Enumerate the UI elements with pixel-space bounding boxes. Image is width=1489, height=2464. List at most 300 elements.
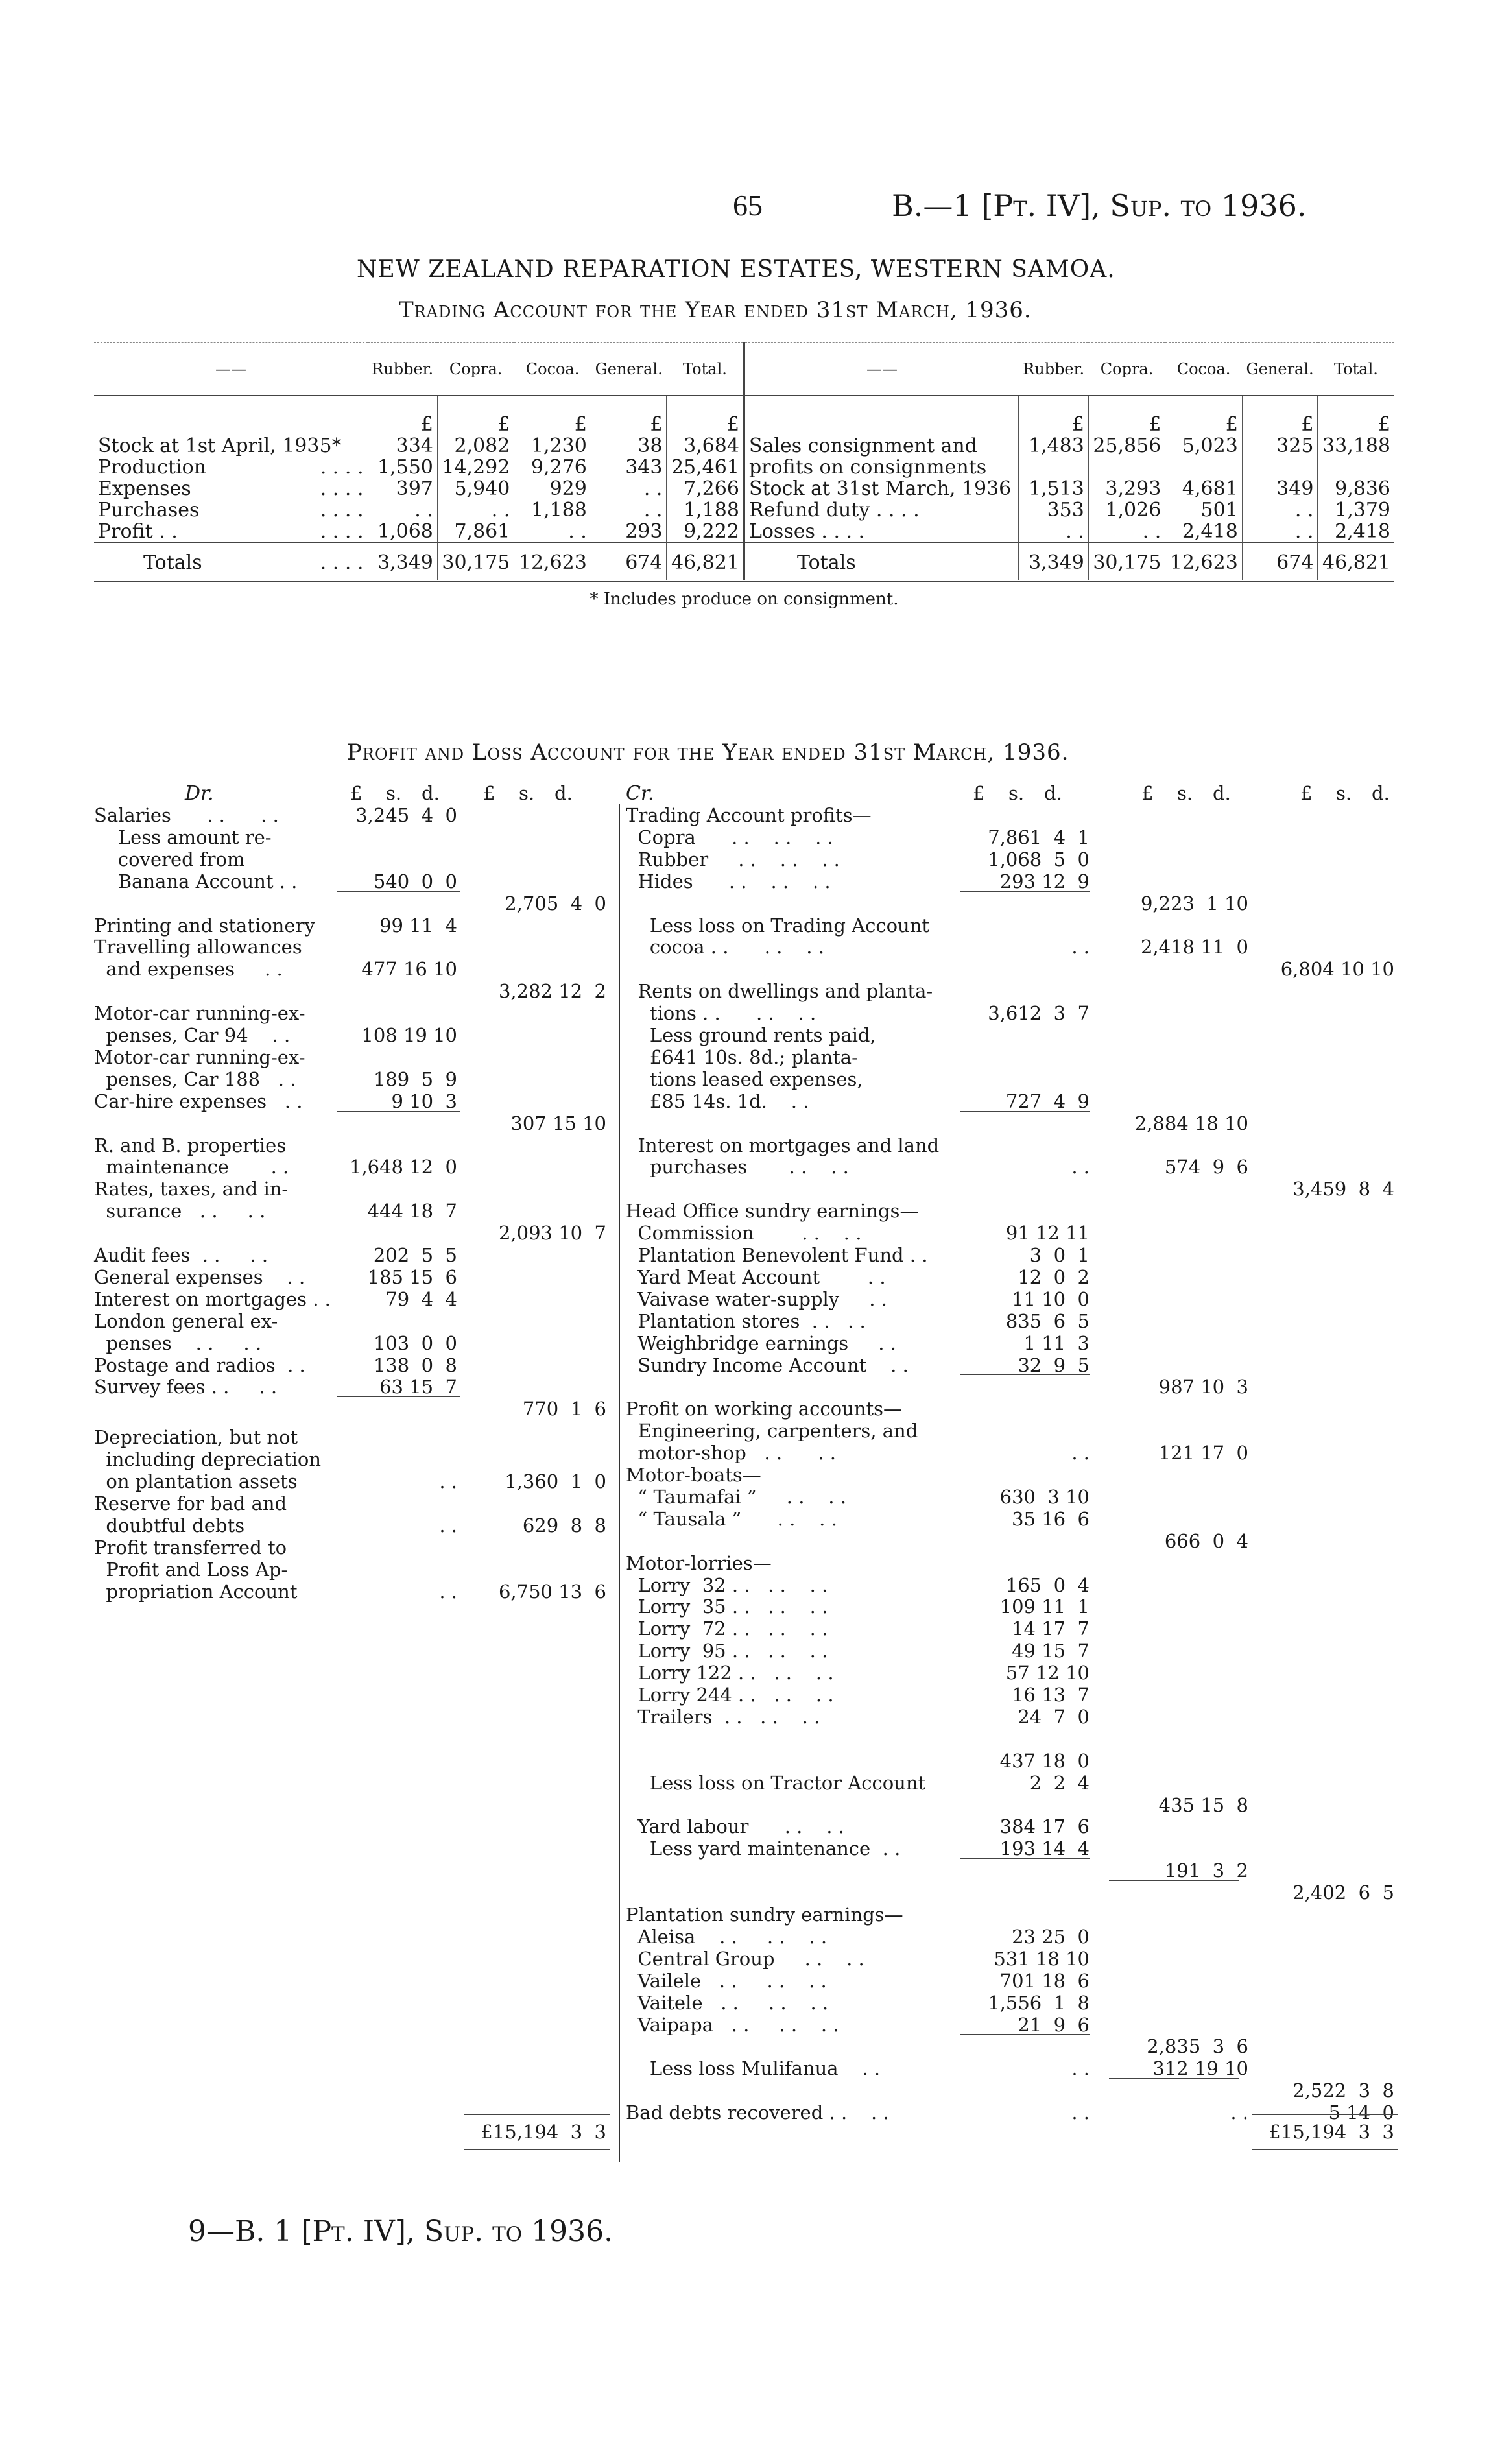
total-cell: 30,175 [437, 543, 514, 581]
trading-left-blank-header: —— [94, 343, 368, 396]
total-cell: 3,349 [1019, 543, 1088, 581]
cr-subtotal-amount: 2,884 18 10 [1134, 1112, 1248, 1134]
dr-item-label: R. and B. properties [94, 1134, 287, 1156]
cr-item-amount: . . [1071, 2057, 1090, 2080]
value-cell [1165, 457, 1242, 478]
unit-cell: £ [514, 396, 591, 436]
dr-item-amount: 444 18 7 [367, 1200, 457, 1223]
value-cell: 353 [1019, 499, 1088, 521]
total-cell: 30,175 [1088, 543, 1165, 581]
pl-right-col-c-shilling: s. [1336, 782, 1352, 804]
cr-item-amount: 2 2 4 [1029, 1771, 1090, 1794]
dr-item-label: Banana Account . . [94, 870, 298, 892]
col-general-right: General. [1242, 343, 1318, 396]
cr-item-label: Less ground rents paid, [626, 1024, 876, 1046]
pl-right-col-c-pence: d. [1372, 782, 1390, 804]
cr-item-amount: 1 11 3 [1023, 1332, 1090, 1354]
cr-item-label: Bad debts recovered . . . . [626, 2101, 889, 2124]
left-total-rule-top [464, 2114, 610, 2115]
pl-right-col-b-pound: £ [1141, 782, 1154, 804]
dr-item-label: General expenses . . [94, 1265, 305, 1288]
unit-cell: £ [368, 396, 437, 436]
row-label-text: Stock at 1st April, 1935* [98, 435, 342, 457]
cr-item-label: Hides . . . . . . [626, 870, 831, 892]
dr-item-label: Printing and stationery [94, 914, 315, 937]
value-cell: 3,684 [667, 435, 744, 457]
value-cell: 1,188 [514, 499, 591, 521]
dr-item-amount: 189 5 9 [373, 1068, 457, 1090]
dr-item-label: surance . . . . [94, 1200, 266, 1223]
cr-item-label: Motor-boats— [626, 1464, 761, 1486]
dr-subtotal-amount: 307 15 10 [510, 1112, 606, 1134]
row-label-left [94, 478, 368, 499]
cr-item-amount: 727 4 9 [1005, 1090, 1090, 1112]
cr-item-amount: 384 17 6 [999, 1815, 1090, 1838]
cr-item-label: Lorry 95 . . . . . . [626, 1640, 828, 1662]
cr-item-label: Motor-lorries— [626, 1551, 772, 1574]
row-leader-dots: . . . . [320, 477, 364, 500]
subtotal-rule [960, 2034, 1090, 2035]
col-total-right: Total. [1318, 343, 1394, 396]
totals-row [94, 543, 1394, 581]
cr-item-label: Yard labour . . . . [626, 1815, 844, 1838]
dr-item-amount: 138 0 8 [373, 1354, 457, 1376]
cr-item-label: Plantation sundry earnings— [626, 1904, 903, 1926]
dr-item-amount: 108 19 10 [361, 1024, 457, 1046]
cr-item-label: Yard Meat Account . . [626, 1265, 886, 1288]
dr-item-amount: 477 16 10 [361, 958, 457, 981]
value-cell: . . [1242, 499, 1318, 521]
pl-left-col-b-shilling: s. [519, 782, 535, 804]
dr-item-label: penses . . . . [94, 1332, 262, 1354]
trading-subtitle: Trading Account for the Year ended 31st March, 1936. [399, 297, 1032, 323]
cr-item-amount: 57 12 10 [1005, 1662, 1090, 1684]
dr-item-amount: 202 5 5 [373, 1244, 457, 1266]
pl-center-divider [619, 804, 621, 2162]
dr-item-label: penses, Car 94 . . [94, 1024, 291, 1046]
cr-item-amount: 531 18 10 [994, 1947, 1090, 1970]
cr-item-label: Commission . . . . [626, 1222, 862, 1245]
value-cell: 9,222 [667, 521, 744, 543]
dr-item-label: Motor-car running-ex- [94, 1002, 305, 1025]
table-row [94, 457, 1394, 478]
value-cell [1242, 457, 1318, 478]
cr-item-amount: 1,068 5 0 [988, 848, 1090, 870]
pl-right-col-b-pence: d. [1213, 782, 1231, 804]
value-cell: . . [1088, 521, 1165, 543]
cr-subtotal-amount: 666 0 4 [1164, 1529, 1248, 1552]
value-cell: 349 [1242, 478, 1318, 499]
col-copra-left: Copra. [437, 343, 514, 396]
unit-cell: £ [591, 396, 667, 436]
value-cell: 9,836 [1318, 478, 1394, 499]
cr-item-label: Trading Account profits— [626, 804, 872, 826]
col-rubber-right: Rubber. [1019, 343, 1088, 396]
dr-item-label: covered from [94, 848, 245, 870]
subtotal-rule [960, 1858, 1090, 1859]
row-label-left [94, 521, 368, 543]
cr-item-amount: 1,556 1 8 [988, 1991, 1090, 2014]
cr-item-label: Less loss Mulifanua . . [626, 2057, 881, 2080]
dr-item-amount: . . [439, 1514, 457, 1537]
cr-item-label: cocoa . . . . . . [626, 936, 824, 959]
cr-item-label: Lorry 244 . . . . . . [626, 1684, 834, 1706]
dr-item-label: Survey fees . . . . [94, 1376, 278, 1398]
cr-item-amount: 49 15 7 [1012, 1640, 1090, 1662]
dr-item-label: including depreciation [94, 1448, 322, 1471]
row-leader-dots: . . . . [320, 456, 364, 479]
cr-item-label: Aleisa . . . . . . [626, 1925, 828, 1948]
cr-item-label: Weighbridge earnings . . [626, 1332, 896, 1354]
unit-cell: £ [1318, 396, 1394, 436]
cr-item-label: Vailele . . . . . . [626, 1969, 827, 1992]
value-cell: 2,418 [1165, 521, 1242, 543]
cr-item-amount: 32 9 5 [1018, 1354, 1090, 1376]
cr-subtotal-amount: . . [1230, 2101, 1248, 2124]
value-cell: 1,513 [1019, 478, 1088, 499]
dr-item-label: Rates, taxes, and in- [94, 1178, 289, 1201]
total-cell: 46,821 [667, 543, 744, 581]
cr-item-label: £85 14s. 1d. . . [626, 1090, 809, 1112]
value-cell: 1,550 [368, 457, 437, 478]
dr-item-amount: 79 4 4 [385, 1287, 457, 1310]
value-cell: 325 [1242, 435, 1318, 457]
value-cell: 1,230 [514, 435, 591, 457]
value-cell: . . [514, 521, 591, 543]
dr-grand-total: £15,194 3 3 [481, 2121, 606, 2143]
cr-item-label: Copra . . . . . . [626, 826, 833, 848]
dr-item-amount: 540 0 0 [373, 870, 457, 892]
unit-cell: £ [1242, 396, 1318, 436]
cr-item-amount: 21 9 6 [1018, 2013, 1090, 2036]
trading-right-blank-header: —— [744, 343, 1019, 396]
cr-item-amount: . . [1071, 936, 1090, 959]
dr-item-label: propriation Account [94, 1580, 298, 1603]
cr-item-amount: 165 0 4 [1005, 1573, 1090, 1596]
table-row [94, 478, 1394, 499]
row-label-left [94, 435, 368, 457]
dr-item-label: Travelling allowances [94, 936, 302, 959]
totals-label-right: Totals [744, 543, 1019, 581]
row-leader-dots: . . . . [320, 551, 364, 574]
subtotal-rule [337, 1111, 460, 1112]
row-leader-dots: . . . . [320, 499, 364, 521]
cr-item-label: Sundry Income Account . . [626, 1354, 909, 1376]
unit-blank-left [94, 396, 368, 436]
cr-item-amount: . . [1071, 1442, 1090, 1465]
cr-item-amount: . . [1071, 1156, 1090, 1178]
col-copra-right: Copra. [1088, 343, 1165, 396]
cr-item-label: purchases . . . . [626, 1156, 849, 1178]
totals-label-left [94, 543, 368, 581]
cr-subtotal-amount: 2,835 3 6 [1147, 2035, 1248, 2058]
value-cell [1318, 457, 1394, 478]
cr-item-label: Less loss on Tractor Account [626, 1771, 926, 1794]
value-cell: 9,276 [514, 457, 591, 478]
cr-item-amount: 3,612 3 7 [988, 1002, 1090, 1025]
cr-item-amount: 23 25 0 [1012, 1925, 1090, 1948]
dr-item-amount: 1,648 12 0 [349, 1156, 457, 1178]
cr-item-label: Interest on mortgages and land [626, 1134, 940, 1156]
cr-item-label: Rents on dwellings and planta- [626, 980, 933, 1003]
cr-item-label: Vaivase water-supply . . [626, 1287, 887, 1310]
dr-item-label: Motor-car running-ex- [94, 1046, 305, 1068]
dr-item-amount: 103 0 0 [373, 1332, 457, 1354]
cr-item-amount: 3 0 1 [1029, 1244, 1090, 1266]
row-label-right: Refund duty . . . . [744, 499, 1019, 521]
row-leader-dots: . . . . [320, 520, 364, 543]
left-total-rule-bottom [464, 2147, 610, 2150]
dr-item-label: London general ex- [94, 1310, 278, 1332]
value-cell: 33,188 [1318, 435, 1394, 457]
dr-subtotal-amount: 6,750 13 6 [498, 1580, 606, 1603]
subtotal-rule [337, 891, 460, 892]
total-cell: 46,821 [1318, 543, 1394, 581]
col-total-left: Total. [667, 343, 744, 396]
cr-item-label: Rubber . . . . . . [626, 848, 840, 870]
value-cell: 25,461 [667, 457, 744, 478]
cr-item-label: Vaipapa . . . . . . [626, 2013, 839, 2036]
cr-section-total: 6,804 10 10 [1280, 958, 1394, 981]
cr-section-total: 2,522 3 8 [1292, 2079, 1394, 2102]
cr-subtotal-amount: 9,223 1 10 [1140, 892, 1248, 915]
dr-item-amount: . . [439, 1470, 457, 1492]
cr-item-amount: 14 17 7 [1012, 1618, 1090, 1640]
dr-item-label: doubtful debts [94, 1514, 245, 1537]
cr-item-amount: 35 16 6 [1012, 1507, 1090, 1530]
cr-item-label: Central Group . . . . [626, 1947, 864, 1970]
value-cell: 7,861 [437, 521, 514, 543]
page-number: 65 [733, 189, 763, 222]
row-label-right: profits on consignments [744, 457, 1019, 478]
cr-item-label: Plantation Benevolent Fund . . [626, 1244, 928, 1266]
cr-item-label: Vaitele . . . . . . [626, 1991, 829, 2014]
subtotal-rule [1109, 2078, 1239, 2079]
value-cell: 38 [591, 435, 667, 457]
cr-item-label: Trailers . . . . . . [626, 1705, 820, 1728]
subtotal-rule [960, 1111, 1090, 1112]
table-row [94, 499, 1394, 521]
cr-subtotal-amount: 191 3 2 [1164, 1860, 1248, 1882]
cr-item-amount: 193 14 4 [999, 1837, 1090, 1860]
pl-right-col-b-shilling: s. [1177, 782, 1193, 804]
value-cell: 25,856 [1088, 435, 1165, 457]
dr-item-amount: . . [439, 1580, 457, 1603]
cr-item-label: Lorry 72 . . . . . . [626, 1618, 828, 1640]
value-cell: 397 [368, 478, 437, 499]
dr-item-label: on plantation assets [94, 1470, 298, 1492]
dr-item-amount: 99 11 4 [379, 914, 457, 937]
cr-subtotal-amount: 574 9 6 [1164, 1156, 1248, 1178]
subtotal-rule [960, 1374, 1090, 1375]
cr-item-amount: 24 7 0 [1018, 1705, 1090, 1728]
cr-item-label: “ Tausala ” . . . . [626, 1507, 837, 1530]
dr-subtotal-amount: 629 8 8 [522, 1514, 606, 1537]
dr-subtotal-amount: 2,705 4 0 [505, 892, 606, 915]
value-cell: 929 [514, 478, 591, 499]
row-label-right: Sales consignment and [744, 435, 1019, 457]
cr-item-label: Lorry 122 . . . . . . [626, 1662, 834, 1684]
value-cell: 7,266 [667, 478, 744, 499]
total-cell: 12,623 [1165, 543, 1242, 581]
dr-label: Dr. [185, 782, 214, 805]
dr-item-label: Depreciation, but not [94, 1426, 298, 1449]
cr-item-amount: 7,861 4 1 [988, 826, 1090, 848]
value-cell: 334 [368, 435, 437, 457]
subtotal-rule [1109, 1880, 1239, 1881]
value-cell [1019, 457, 1088, 478]
unit-blank-right [744, 396, 1019, 436]
dr-item-label: Less amount re- [94, 826, 272, 848]
dr-subtotal-amount: 3,282 12 2 [498, 980, 606, 1003]
value-cell: 1,188 [667, 499, 744, 521]
value-cell: 1,483 [1019, 435, 1088, 457]
value-cell: . . [437, 499, 514, 521]
col-cocoa-right: Cocoa. [1165, 343, 1242, 396]
dr-item-label: penses, Car 188 . . [94, 1068, 296, 1090]
total-cell: 12,623 [514, 543, 591, 581]
cr-item-amount: 16 13 7 [1012, 1684, 1090, 1706]
col-rubber-left: Rubber. [368, 343, 437, 396]
value-cell: 14,292 [437, 457, 514, 478]
value-cell: 2,082 [437, 435, 514, 457]
cr-item-label: Lorry 35 . . . . . . [626, 1596, 828, 1618]
value-cell: 3,293 [1088, 478, 1165, 499]
row-label-right: Stock at 31st March, 1936 [744, 478, 1019, 499]
value-cell: . . [591, 499, 667, 521]
cr-label: Cr. [626, 782, 654, 805]
cr-item-amount: 109 11 1 [999, 1596, 1090, 1618]
cr-subtotal-amount: 121 17 0 [1158, 1442, 1248, 1465]
unit-cell: £ [1019, 396, 1088, 436]
pl-left-col-a-pence: d. [422, 782, 440, 804]
dr-subtotal-amount: 770 1 6 [522, 1398, 606, 1420]
pl-left-col-a-pound: £ [350, 782, 363, 804]
value-cell: 343 [591, 457, 667, 478]
trading-account-table [94, 342, 1394, 609]
cr-item-label: “ Taumafai ” . . . . [626, 1485, 846, 1508]
value-cell: . . [1019, 521, 1088, 543]
col-general-left: General. [591, 343, 667, 396]
cr-item-amount: 91 12 11 [1005, 1222, 1090, 1245]
dr-item-label: and expenses . . [94, 958, 283, 981]
pl-left-col-a-shilling: s. [386, 782, 402, 804]
cr-item-amount: 11 10 0 [1012, 1287, 1090, 1310]
right-total-rule-top [1252, 2114, 1398, 2115]
trading-unit-row [94, 396, 1394, 436]
subtotal-rule [337, 1396, 460, 1397]
cr-subtotal-amount: 987 10 3 [1158, 1376, 1248, 1398]
value-cell: 501 [1165, 499, 1242, 521]
cr-item-label: Profit on working accounts— [626, 1398, 902, 1420]
pl-right-col-a-shilling: s. [1008, 782, 1025, 804]
dr-item-amount: 63 15 7 [379, 1376, 457, 1398]
cr-item-label: Less yard maintenance . . [626, 1837, 901, 1860]
cr-item-label: Lorry 32 . . . . . . [626, 1573, 828, 1596]
unit-cell: £ [1165, 396, 1242, 436]
value-cell: . . [368, 499, 437, 521]
cr-item-amount: 701 18 6 [999, 1969, 1090, 1992]
cr-item-label: £641 10s. 8d.; planta- [626, 1046, 858, 1068]
unit-cell: £ [667, 396, 744, 436]
table-row [94, 435, 1394, 457]
cr-section-total: 3,459 8 4 [1292, 1178, 1394, 1201]
value-cell [1088, 457, 1165, 478]
total-cell: 3,349 [368, 543, 437, 581]
dr-item-label: Reserve for bad and [94, 1492, 287, 1514]
total-cell: 674 [591, 543, 667, 581]
value-cell: 5,023 [1165, 435, 1242, 457]
dr-item-label: Salaries . . . . [94, 804, 279, 826]
row-label-text: Purchases [98, 499, 200, 521]
cr-item-amount: 12 0 2 [1018, 1265, 1090, 1288]
cr-item-label: tions . . . . . . [626, 1002, 816, 1025]
trading-footnote: * Includes produce on consignment. [590, 590, 899, 609]
pl-right-col-a-pence: d. [1044, 782, 1062, 804]
dr-item-label: Profit and Loss Ap- [94, 1558, 288, 1581]
dr-item-label: maintenance . . [94, 1156, 289, 1178]
dr-item-amount: 3,245 4 0 [355, 804, 457, 826]
cr-subtotal-amount: 2,418 11 0 [1140, 936, 1248, 959]
total-cell: 674 [1242, 543, 1318, 581]
row-label-text: Expenses [98, 477, 191, 500]
value-cell: . . [591, 478, 667, 499]
row-label-left [94, 457, 368, 478]
value-cell: 2,418 [1318, 521, 1394, 543]
value-cell: 1,379 [1318, 499, 1394, 521]
row-label-text: Profit . . [98, 520, 178, 543]
cr-item-amount: 293 12 9 [999, 870, 1090, 892]
right-total-rule-bottom [1252, 2147, 1398, 2150]
value-cell: . . [1242, 521, 1318, 543]
pl-left-col-b-pound: £ [483, 782, 495, 804]
row-label-left [94, 499, 368, 521]
cr-section-total: 2,402 6 5 [1292, 1882, 1394, 1904]
dr-item-label: Interest on mortgages . . [94, 1287, 331, 1310]
table-row [94, 521, 1394, 543]
dr-item-amount: 9 10 3 [391, 1090, 457, 1112]
dr-item-label: Profit transferred to [94, 1536, 287, 1559]
pl-left-col-b-pence: d. [554, 782, 573, 804]
cr-section-total: 5 14 0 [1328, 2101, 1394, 2124]
value-cell: 293 [591, 521, 667, 543]
cr-subtotal-amount: 312 19 10 [1152, 2057, 1248, 2080]
pl-right-col-c-pound: £ [1300, 782, 1313, 804]
value-cell: 4,681 [1165, 478, 1242, 499]
cr-item-label: Head Office sundry earnings— [626, 1200, 919, 1223]
cr-item-amount: . . [1071, 2101, 1090, 2124]
cr-item-amount: 437 18 0 [999, 1749, 1090, 1772]
value-cell: 5,940 [437, 478, 514, 499]
dr-subtotal-amount: 1,360 1 0 [505, 1470, 606, 1492]
cr-item-label: tions leased expenses, [626, 1068, 863, 1090]
pl-subtitle: Profit and Loss Account for the Year ended 31st March, 1936. [347, 739, 1069, 765]
cr-item-amount: 630 3 10 [999, 1485, 1090, 1508]
bottom-reference: 9—B. 1 [Pt. IV], Sup. to 1936. [188, 2215, 613, 2248]
dr-subtotal-amount: 2,093 10 7 [498, 1222, 606, 1245]
cr-item-label: motor-shop . . . . [626, 1442, 837, 1465]
col-cocoa-left: Cocoa. [514, 343, 591, 396]
dr-item-label: Postage and radios . . [94, 1354, 305, 1376]
totals-text: Totals [143, 551, 202, 574]
cr-item-amount: 835 6 5 [1005, 1310, 1090, 1332]
cr-item-label: Plantation stores . . . . [626, 1310, 866, 1332]
document-title: NEW ZEALAND REPARATION ESTATES, WESTERN SAMOA. [357, 256, 1115, 283]
document-reference: B.—1 [Pt. IV], Sup. to 1936. [892, 188, 1307, 223]
pl-right-col-a-pound: £ [973, 782, 985, 804]
dr-item-amount: 185 15 6 [367, 1265, 457, 1288]
cr-subtotal-amount: 435 15 8 [1158, 1793, 1248, 1816]
